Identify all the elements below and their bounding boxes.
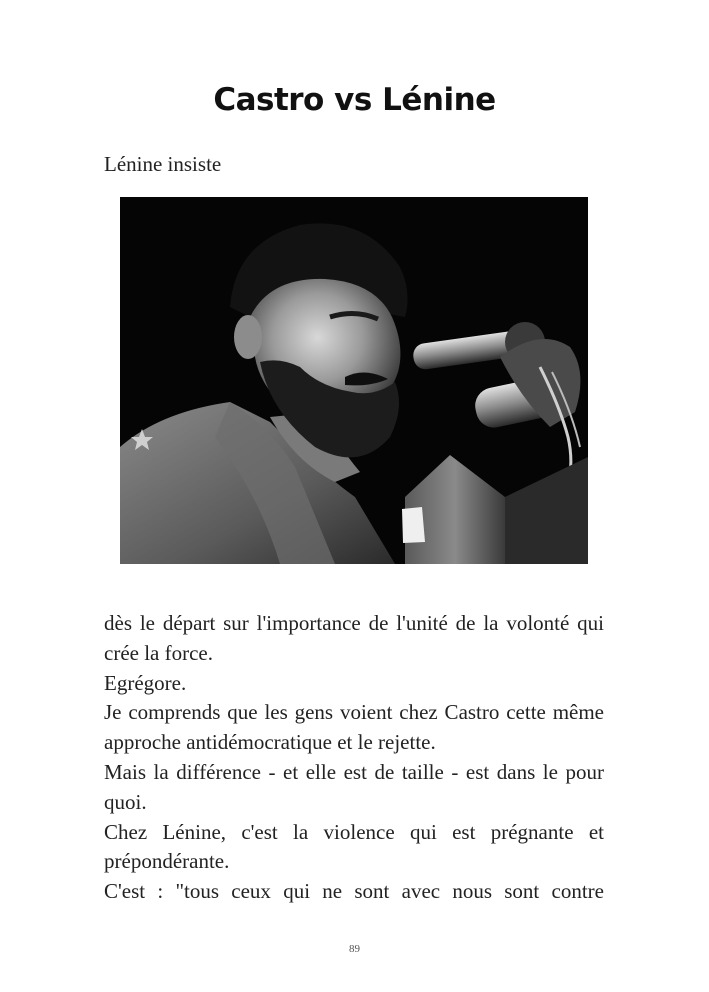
paragraph: Je comprends que les gens voient chez Castro cette même approche antidémocratique et le rejette. — [104, 700, 604, 755]
paragraph: Mais la différence - et elle est de taille - est dans le pour quoi. — [104, 759, 604, 814]
intro-text: Lénine insiste — [104, 152, 222, 176]
paragraph: C'est : "tous ceux qui ne sont avec nous sont contre — [104, 879, 604, 904]
page-title: Castro vs Lénine — [213, 82, 496, 118]
photo-illustration — [120, 197, 588, 564]
speaker-photo — [120, 197, 588, 564]
paragraph: Egrégore. — [104, 670, 187, 695]
paragraph: Chez Lénine, c'est la violence qui est prégnante et prépondérante. — [104, 819, 604, 874]
body-text — [104, 609, 604, 907]
page-number: 89 — [349, 943, 360, 955]
paragraph: dès le départ sur l'importance de l'unité de la volonté qui crée la force. — [104, 611, 604, 665]
